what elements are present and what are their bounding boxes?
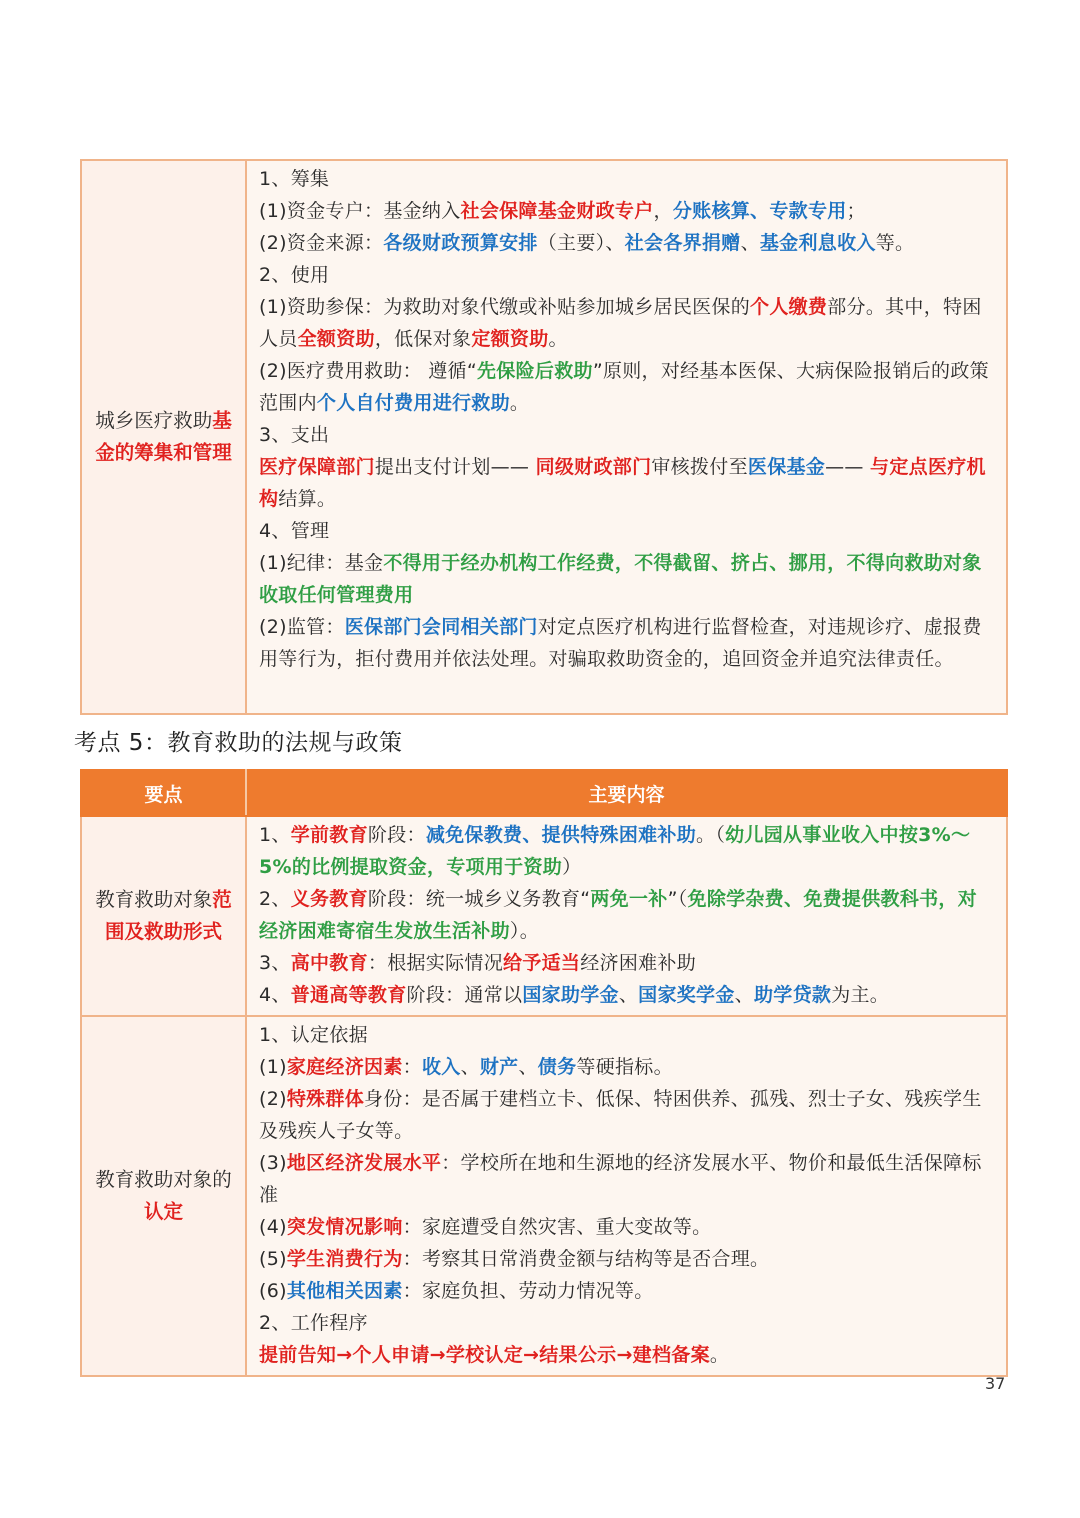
- plain-text: 城乡医疗救助: [95, 409, 213, 432]
- highlight-text: 减免保教费、提供特殊困难补助: [425, 824, 697, 846]
- plain-text: ，低保对象: [374, 328, 472, 350]
- highlight-text: 地区经济发展水平: [286, 1152, 442, 1174]
- plain-text: ：家庭遭受自然灾害、重大变故等。: [402, 1216, 712, 1238]
- highlight-text: 式: [202, 920, 223, 943]
- section-heading: 考点 5：教育救助的法规与政策: [74, 730, 403, 756]
- highlight-text: 义务教育: [290, 888, 368, 910]
- table-row: [81, 160, 1007, 714]
- row-topic-cell: [81, 160, 246, 714]
- text-line: [259, 1211, 996, 1243]
- plain-text: 1、认定依据: [259, 1024, 368, 1046]
- row-content-cell: [246, 816, 1007, 1016]
- highlight-text: 两免一补: [590, 888, 668, 910]
- highlight-text: 范围及救助形: [104, 888, 232, 943]
- highlight-text: 学生消费行为: [286, 1248, 403, 1270]
- text-line: [193, 441, 232, 464]
- header-main-content: 主要内容: [246, 770, 1007, 816]
- table-row: [81, 1016, 1007, 1376]
- row-topic-cell: [81, 816, 246, 1016]
- plain-text: (4): [259, 1216, 287, 1238]
- plain-text: (2): [259, 1088, 287, 1110]
- highlight-text: 收入: [421, 1056, 461, 1078]
- plain-text: (3): [259, 1152, 287, 1174]
- plain-text: 部分。其中，特困人员: [259, 296, 982, 350]
- plain-text: 4、: [259, 984, 291, 1006]
- highlight-text: 幼儿园从事业收入中按3%～5%的比例提取资金，专项用于资助: [259, 824, 971, 878]
- highlight-text: 普通高等教育: [290, 984, 407, 1006]
- text-line: [259, 947, 996, 979]
- plain-text: 。: [709, 1344, 730, 1366]
- plain-text: 2、工作程序: [259, 1312, 368, 1334]
- highlight-text: 国家奖学金: [638, 984, 735, 1006]
- plain-text: 对定点医疗机构进行监督检查，对违规诊疗、虚报费用等行为，拒付费用并依法处理。对骗取救助资金的，追回资金并追究法律责任。: [259, 616, 982, 670]
- text-line: [259, 195, 996, 227]
- plain-text: 。: [509, 392, 530, 414]
- highlight-text: 助学贷款: [753, 984, 832, 1006]
- text-line: [259, 1083, 996, 1147]
- plain-text: 。: [548, 328, 568, 350]
- plain-text: 2、: [259, 888, 291, 910]
- plain-text: 阶段：通常以: [406, 984, 523, 1006]
- medical-aid-table: [80, 159, 1008, 715]
- text-line: [259, 979, 996, 1011]
- plain-text: ：: [402, 1056, 422, 1078]
- plain-text: (1)纪律：基金: [259, 552, 384, 574]
- highlight-text: 学前教育: [290, 824, 368, 846]
- plain-text: 3、: [259, 952, 291, 974]
- highlight-text: 与定点医疗机构: [259, 456, 986, 510]
- plain-text: 1、: [259, 824, 291, 846]
- highlight-text: 全额资助: [297, 328, 375, 350]
- plain-text: ——: [825, 456, 871, 478]
- plain-text: 、: [518, 1056, 538, 1078]
- text-line: [259, 291, 996, 355]
- text-line: [259, 419, 996, 451]
- highlight-text: 同级财政部门: [535, 456, 652, 478]
- plain-text: ：考察其日常消费金额与结构等是否合理。: [402, 1248, 770, 1270]
- highlight-text: 其他相关因素: [286, 1280, 403, 1302]
- page-number: 37: [985, 1374, 1006, 1393]
- highlight-text: 给予适当: [503, 952, 581, 974]
- text-line: [259, 163, 996, 195]
- highlight-text: 提前告知→个人申请→学校认定→结果公示→建档备案: [259, 1344, 710, 1366]
- plain-text: ：家庭负担、劳动力情况等。: [402, 1280, 654, 1302]
- text-line: [259, 611, 996, 675]
- plain-text: 、: [734, 984, 754, 1006]
- row-content-cell: [246, 1016, 1007, 1376]
- highlight-text: 社会保障基金财政专户: [460, 200, 654, 222]
- text-line: [259, 547, 996, 611]
- plain-text: 经济困难补助: [580, 952, 697, 974]
- plain-text: 1、筹集: [259, 168, 330, 190]
- text-line: [259, 819, 996, 883]
- table-header-row: [81, 770, 1007, 816]
- highlight-text: 高中教育: [290, 952, 368, 974]
- plain-text: (1)资金专户：基金纳入: [259, 200, 461, 222]
- plain-text: ”（: [667, 888, 688, 910]
- plain-text: (6): [259, 1280, 287, 1302]
- plain-text: ）: [562, 856, 582, 878]
- plain-text: (2)医疗费用救助： 遵循“: [259, 360, 477, 382]
- highlight-text: 免除学杂费、免费提供教科书，对经济困难寄宿生发放生活补助: [259, 888, 978, 942]
- plain-text: ）。: [509, 920, 540, 942]
- plain-text: ：学校所在地和生源地的经济发展水平、物价和最低生活保障标准: [259, 1152, 982, 1206]
- plain-text: 审核拨付至: [651, 456, 748, 478]
- text-line: [95, 888, 212, 911]
- highlight-text: 管理: [192, 441, 232, 464]
- highlight-text: 医保基金: [747, 456, 826, 478]
- plain-text: 为主。: [831, 984, 890, 1006]
- text-line: [259, 1051, 996, 1083]
- highlight-text: 社会各界捐赠: [624, 232, 741, 254]
- highlight-text: 突发情况影响: [286, 1216, 403, 1238]
- highlight-text: 认定: [143, 1200, 183, 1223]
- text-line: [259, 1243, 996, 1275]
- plain-text: (2)资金来源：: [259, 232, 384, 254]
- highlight-text: 特殊群体: [286, 1088, 365, 1110]
- text-line: [259, 1307, 996, 1339]
- highlight-text: 国家助学金: [522, 984, 619, 1006]
- plain-text: 、: [618, 984, 639, 1006]
- plain-text: 、: [460, 1056, 480, 1078]
- plain-text: 结算。: [278, 488, 337, 510]
- row-topic-cell: [81, 1016, 246, 1376]
- plain-text: 、: [740, 232, 760, 254]
- text-line: [259, 451, 996, 515]
- plain-text: 教育救助对象: [95, 1168, 213, 1191]
- highlight-text: 医疗保障部门: [259, 456, 375, 478]
- plain-text: (2)监管：: [259, 616, 345, 638]
- plain-text: ；: [846, 200, 866, 222]
- highlight-text: 定额资助: [471, 328, 549, 350]
- education-aid-table: [80, 769, 1008, 1377]
- highlight-text: 个人缴费: [750, 296, 828, 318]
- text-line: [259, 259, 996, 291]
- highlight-text: 债务: [537, 1056, 577, 1078]
- plain-text: ，: [653, 200, 673, 222]
- plain-text: (1)资助参保：为救助对象代缴或补贴参加城乡居民医保的: [259, 296, 751, 318]
- plain-text: 。（: [696, 824, 726, 846]
- plain-text: 阶段：统一城乡义务教育“: [367, 888, 591, 910]
- plain-text: 阶段：: [367, 824, 426, 846]
- highlight-text: 分账核算、专款专用: [672, 200, 847, 222]
- highlight-text: 基金的筹集和: [95, 409, 232, 464]
- plain-text: (5): [259, 1248, 287, 1270]
- highlight-text: 家庭经济因素: [286, 1056, 403, 1078]
- header-key-points: 要点: [81, 770, 246, 816]
- highlight-text: 医保部门会同相关部门: [344, 616, 538, 638]
- text-line: [259, 515, 996, 547]
- highlight-text: 各级财政预算安排: [383, 232, 538, 254]
- plain-text: ：根据实际情况: [367, 952, 504, 974]
- plain-text: 提出支付计划——: [374, 456, 536, 478]
- plain-text: 3、支出: [259, 424, 330, 446]
- text-line: [259, 1147, 996, 1211]
- plain-text: 2、使用: [259, 264, 330, 286]
- text-line: [259, 1019, 996, 1051]
- plain-text: 等硬指标。: [576, 1056, 673, 1078]
- highlight-text: 财产: [479, 1056, 519, 1078]
- highlight-text: 基金利息收入: [759, 232, 876, 254]
- plain-text: ”原则，对经基本医保、大病保险报销后的政策范围内: [259, 360, 989, 414]
- highlight-text: 先保险后救助: [477, 360, 593, 382]
- plain-text: 教育救助对象: [95, 888, 213, 911]
- plain-text: 身份：是否属于建档立卡、低保、特困供养、孤残、烈士子女、残疾学生及残疾人子女等。: [259, 1088, 982, 1142]
- text-line: [203, 920, 223, 943]
- row-content-cell: [246, 160, 1007, 714]
- text-line: [95, 409, 212, 432]
- text-line: [259, 1339, 996, 1371]
- text-line: [95, 1168, 212, 1191]
- highlight-text: 个人自付费用进行救助: [316, 392, 510, 414]
- plain-text: 的: [212, 1168, 232, 1191]
- text-line: [259, 883, 996, 947]
- table-row: [81, 816, 1007, 1016]
- text-line: [259, 355, 996, 419]
- text-line: [259, 1275, 996, 1307]
- plain-text: (1): [259, 1056, 287, 1078]
- highlight-text: 不得用于经办机构工作经费，不得截留、挤占、挪用，不得向救助对象收取任何管理费用: [259, 552, 982, 606]
- text-line: [259, 227, 996, 259]
- plain-text: 4、管理: [259, 520, 330, 542]
- plain-text: （主要）、: [537, 232, 625, 254]
- plain-text: 等。: [875, 232, 915, 254]
